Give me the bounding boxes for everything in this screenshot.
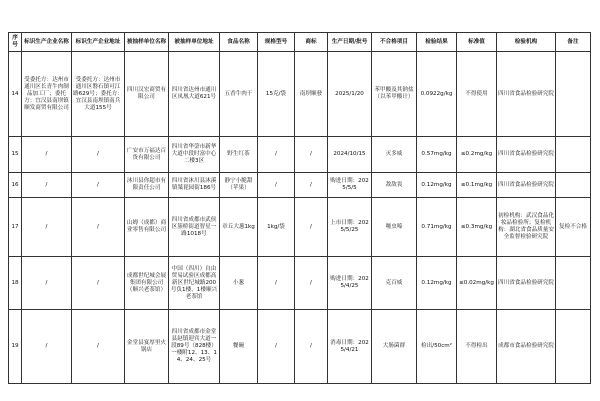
cell-production-date: 消毒日期：2025/4/21 — [328, 310, 372, 384]
cell-sampled-unit-address: 四川省达州市通川区凤凰大道621号 — [169, 52, 220, 137]
cell-test-result: 0.12mg/kg — [417, 257, 457, 310]
table-row — [9, 198, 591, 257]
cell-producer-address: / — [72, 257, 125, 310]
cell-food-name: 五香牛肉干 — [220, 52, 258, 137]
cell-sampled-unit-address: 四川省成都市武侯区簇桥街道智星一路1018号 — [169, 198, 220, 257]
cell-sampled-unit-name: 沐川县你超市有限责任公司 — [125, 173, 169, 198]
cell-remarks: 复检不合格 — [556, 198, 591, 257]
header-food-name: 食品名称 — [220, 33, 258, 52]
cell-trademark: / — [295, 310, 328, 384]
cell-producer-address: / — [72, 310, 125, 384]
cell-failed-item: 苯甲酸及其钠盐（以苯甲酸计） — [372, 52, 417, 137]
cell-sampled-unit-name: 山姆（成都）商业零售有限公司 — [125, 198, 169, 257]
cell-producer-address: / — [72, 137, 125, 173]
cell-index: 16 — [9, 173, 22, 198]
cell-test-result: 0.57mg/kg — [417, 137, 457, 173]
header-standard-value: 标准值 — [457, 33, 497, 52]
cell-index: 15 — [9, 137, 22, 173]
cell-testing-agency: 四川省食品检验研究院 — [497, 257, 556, 310]
cell-testing-agency: 四川省食品检验研究院 — [497, 137, 556, 173]
header-remarks: 备注 — [556, 33, 591, 52]
cell-test-result: 0.0922g/kg — [417, 52, 457, 137]
cell-standard-value: 不得使用 — [457, 52, 497, 137]
cell-food-name: 静宁小脆甜（苹果） — [220, 173, 258, 198]
cell-food-name: 餐碗 — [220, 310, 258, 384]
inspection-results-table-wrapper — [8, 32, 591, 384]
header-failed-item: 不合格项目 — [372, 33, 417, 52]
cell-standard-value: ≤0.1mg/kg — [457, 173, 497, 198]
cell-sampled-unit-address: 中国（四川）自由贸易试验区成都高新区世纪城路200号负1楼、1楼顺兴老茶馆 — [169, 257, 220, 310]
cell-producer-name: / — [22, 310, 72, 384]
header-producer-address: 标识生产企业地址 — [72, 33, 125, 52]
cell-food-name: 小葱 — [220, 257, 258, 310]
cell-spec: 1kg/袋 — [258, 198, 295, 257]
cell-index: 18 — [9, 257, 22, 310]
header-test-result: 检验结果 — [417, 33, 457, 52]
cell-spec: / — [258, 310, 295, 384]
cell-sampled-unit-name: 金堂县宴厚里火锅店 — [125, 310, 169, 384]
cell-sampled-unit-address: 四川省成都市金堂县赵镇迎宾大道一段89号（828楼）一楼附12、13、14、24、25号 — [169, 310, 220, 384]
cell-spec: / — [258, 137, 295, 173]
cell-remarks — [556, 257, 591, 310]
cell-trademark: / — [295, 257, 328, 310]
cell-failed-item: 大肠菌群 — [372, 310, 417, 384]
cell-failed-item: 敌敌畏 — [372, 173, 417, 198]
cell-standard-value: ≤0.3mg/kg — [457, 198, 497, 257]
cell-test-result: 0.12mg/kg — [417, 173, 457, 198]
cell-sampled-unit-name: 四川汉宏商贸有限公司 — [125, 52, 169, 137]
table-row — [9, 257, 591, 310]
cell-testing-agency: 四川省食品检验研究院 — [497, 173, 556, 198]
header-sampled-unit-name: 被抽样单位名称 — [125, 33, 169, 52]
cell-remarks — [556, 173, 591, 198]
cell-producer-name: / — [22, 173, 72, 198]
cell-testing-agency: 初检机构：武汉食品化妆品检验所；复检机构：湖北省食品质量安全监督检验研究院 — [497, 198, 556, 257]
cell-failed-item: 灭多威 — [372, 137, 417, 173]
cell-sampled-unit-name: 广安市万福达百货有限公司 — [125, 137, 169, 173]
cell-sampled-unit-address: 四川省华蓥市新华大道中段时富中心二楼3区 — [169, 137, 220, 173]
table-row — [9, 52, 591, 137]
cell-failed-item: 噻虫嗪 — [372, 198, 417, 257]
cell-remarks — [556, 52, 591, 137]
cell-trademark: / — [295, 173, 328, 198]
cell-food-name: 章丘大葱1kg — [220, 198, 258, 257]
header-testing-agency: 检验机构 — [497, 33, 556, 52]
cell-production-date: 2025/1/20 — [328, 52, 372, 137]
cell-trademark: / — [295, 198, 328, 257]
cell-remarks — [556, 310, 591, 384]
cell-test-result: 0.71mg/kg — [417, 198, 457, 257]
cell-producer-name: / — [22, 137, 72, 173]
cell-standard-value: ≤0.02mg/kg — [457, 257, 497, 310]
cell-producer-name: / — [22, 257, 72, 310]
table-row — [9, 173, 591, 198]
inspection-results-table — [8, 32, 591, 384]
cell-producer-address: / — [72, 173, 125, 198]
cell-remarks — [556, 137, 591, 173]
cell-spec: 15克/袋 — [258, 52, 295, 137]
cell-testing-agency: 四川省食品检验研究院 — [497, 52, 556, 137]
cell-failed-item: 克百威 — [372, 257, 417, 310]
header-index: 序号 — [9, 33, 22, 52]
cell-production-date: 上市日期：2025/5/25 — [328, 198, 372, 257]
header-trademark: 商标 — [295, 33, 328, 52]
table-row — [9, 137, 591, 173]
cell-testing-agency: 成都市食品检验研究院 — [497, 310, 556, 384]
cell-sampled-unit-name: 成都世纪城会展集团有限公司（顺兴老茶馆） — [125, 257, 169, 310]
cell-producer-name: 受委托方：达州市通川区长青牛肉制品加工厂；委托方：宜汉县南坝镇顺发商贸有限公司 — [22, 52, 72, 137]
header-production-date: 生产日期/批号 — [328, 33, 372, 52]
cell-sampled-unit-address: 四川省沐川县沐溪镇桀琵园街186号 — [169, 173, 220, 198]
cell-test-result: 检出/50cm² — [417, 310, 457, 384]
cell-production-date: 购进日期：2025/4/25 — [328, 257, 372, 310]
header-spec: 规格型号 — [258, 33, 295, 52]
cell-index: 19 — [9, 310, 22, 384]
header-sampled-unit-address: 被抽样单位地址 — [169, 33, 220, 52]
cell-trademark: 南坝顺發 — [295, 52, 328, 137]
cell-index: 17 — [9, 198, 22, 257]
cell-index: 14 — [9, 52, 22, 137]
cell-trademark: / — [295, 137, 328, 173]
cell-food-name: 野生红茶 — [220, 137, 258, 173]
header-producer-name: 标识生产企业名称 — [22, 33, 72, 52]
cell-producer-name: / — [22, 198, 72, 257]
cell-standard-value: 不得检出 — [457, 310, 497, 384]
table-header-row — [9, 33, 591, 52]
cell-production-date: 2024/10/15 — [328, 137, 372, 173]
cell-producer-address: / — [72, 198, 125, 257]
cell-standard-value: ≤0.2mg/kg — [457, 137, 497, 173]
cell-production-date: 购进日期：2025/5/5 — [328, 173, 372, 198]
table-row — [9, 310, 591, 384]
cell-spec: / — [258, 173, 295, 198]
cell-spec: / — [258, 257, 295, 310]
cell-producer-address: 受委托方：达州市通川区磐石镇可江路629号；委托方：宜汉县南坝镇南兵大道155号 — [72, 52, 125, 137]
